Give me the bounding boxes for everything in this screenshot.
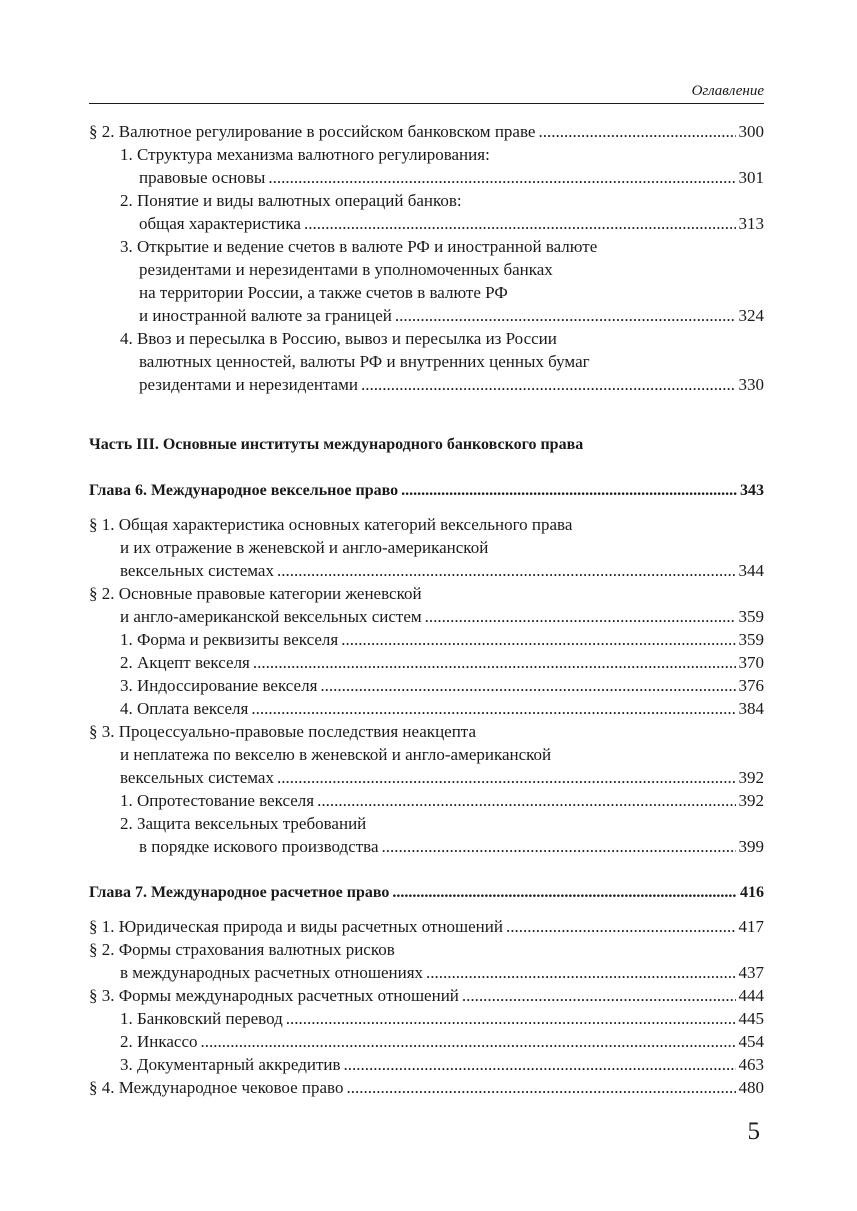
toc-entry: общая характеристика ..... 313 xyxy=(89,212,764,235)
toc-entry: в международных расчетных отношениях ..... 437 xyxy=(89,961,764,984)
toc-entry: § 3. Процессуально-правовые последствия неакцепта xyxy=(89,722,476,741)
toc-entry: и их отражение в женевской и англо-американской xyxy=(120,538,489,557)
toc-entry: 2. Инкассо ..... 454 xyxy=(89,1030,764,1053)
toc-entry: § 2. Основные правовые категории женевской xyxy=(89,584,422,603)
toc-entry: § 4. Международное чековое право ..... 480 xyxy=(89,1076,764,1099)
toc-entry: 3. Открытие и ведение счетов в валюте РФ и иностранной валюте xyxy=(120,237,598,256)
toc-entry: 1. Банковский перевод ..... 445 xyxy=(89,1007,764,1030)
part-title: Часть III. Основные институты международного банковского права xyxy=(89,436,584,453)
toc-entry: § 1. Общая характеристика основных категорий вексельного права xyxy=(89,515,573,534)
toc-entry: и неплатежа по векселю в женевской и англо-американской xyxy=(120,745,552,764)
toc-entry: и иностранной валюте за границей ..... 324 xyxy=(89,304,764,327)
toc-entry: 3. Документарный аккредитив ..... 463 xyxy=(89,1053,764,1076)
toc-entry: 1. Форма и реквизиты векселя ..... 359 xyxy=(89,628,764,651)
running-head: Оглавление xyxy=(691,83,764,99)
toc-entry: § 2. Валютное регулирование в российском банковском праве ..... 300 xyxy=(89,120,764,143)
chapter-title: Глава 6. Международное вексельное право ..... 343 xyxy=(89,479,764,502)
toc-entry: 2. Понятие и виды валютных операций банков: xyxy=(120,191,462,210)
toc-entry: 4. Оплата векселя ..... 384 xyxy=(89,697,764,720)
chapter-title: Глава 7. Международное расчетное право ..... 416 xyxy=(89,881,764,904)
page-number: 5 xyxy=(747,1118,760,1145)
toc-entry: на территории России, а также счетов в валюте РФ xyxy=(139,283,508,302)
toc-entry: в порядке искового производства ..... 399 xyxy=(89,835,764,858)
toc-entry: вексельных системах ..... 392 xyxy=(89,766,764,789)
toc-entry: 1. Структура механизма валютного регулирования: xyxy=(120,145,490,164)
header-rule xyxy=(89,103,764,104)
table-of-contents xyxy=(89,120,764,1099)
toc-entry: резидентами и нерезидентами в уполномоченных банках xyxy=(139,260,553,279)
toc-entry: 4. Ввоз и пересылка в Россию, вывоз и пересылка из России xyxy=(120,329,557,348)
toc-entry: валютных ценностей, валюты РФ и внутренних ценных бумаг xyxy=(139,352,590,371)
toc-entry: § 3. Формы международных расчетных отношений ..... 444 xyxy=(89,984,764,1007)
toc-entry: и англо-американской вексельных систем ..... 359 xyxy=(89,605,764,628)
toc-entry: вексельных системах ..... 344 xyxy=(89,559,764,582)
toc-entry: 3. Индоссирование векселя ..... 376 xyxy=(89,674,764,697)
toc-entry: 1. Опротестование векселя ..... 392 xyxy=(89,789,764,812)
toc-entry: 2. Защита вексельных требований xyxy=(120,814,367,833)
toc-entry: § 2. Формы страхования валютных рисков xyxy=(89,940,395,959)
toc-entry: резидентами и нерезидентами ..... 330 xyxy=(89,373,764,396)
toc-entry: § 1. Юридическая природа и виды расчетных отношений ..... 417 xyxy=(89,915,764,938)
toc-entry: 2. Акцепт векселя ..... 370 xyxy=(89,651,764,674)
toc-entry: правовые основы ..... 301 xyxy=(89,166,764,189)
